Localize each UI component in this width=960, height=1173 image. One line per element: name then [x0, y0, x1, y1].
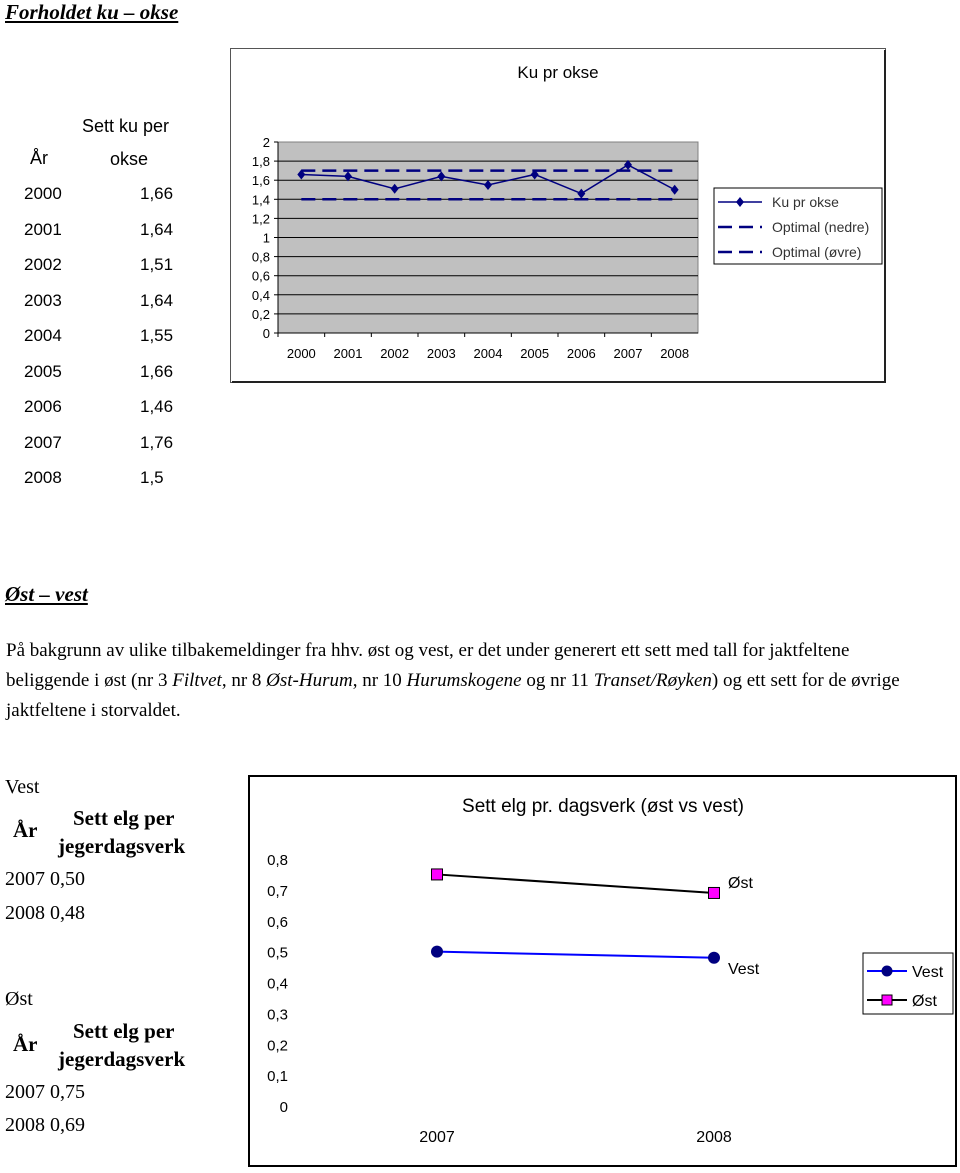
x-tick-label: 2008: [660, 346, 690, 361]
data-point-marker: [432, 869, 443, 880]
ost-table-row: 2007 0,75: [5, 1081, 85, 1103]
table-cell-year: 2004: [24, 326, 62, 345]
legend-label: Vest: [912, 964, 944, 981]
table-cell-year: 2003: [24, 290, 62, 310]
y-tick-label: 0,8: [251, 249, 270, 265]
table-header-value-line2: okse: [110, 149, 149, 169]
paragraph-text: På bakgrunn av ulike tilbakemeldinger fra hhv. øst og vest, er det under generert ett sett med tall for jaktfeltene beliggende i øst (nr 3: [6, 640, 850, 691]
paragraph-text: ) og ett sett for de øvrige jaktfeltene i storvaldet.: [6, 670, 900, 721]
y-tick-label: 1,6: [251, 173, 270, 189]
y-tick-label: 1,4: [251, 192, 270, 208]
table-cell-value: 1,46: [140, 397, 174, 416]
legend-marker: [882, 966, 893, 977]
ost-table-header-line2: jegerdagsverk: [58, 1047, 186, 1071]
vest-label: Vest: [5, 776, 40, 798]
ost-table-row: 2008 0,69: [5, 1114, 85, 1136]
vest-table-header-year: År: [13, 818, 38, 842]
table-cell-year: 2005: [24, 361, 62, 381]
y-tick-label: 0,8: [267, 852, 288, 869]
table-cell-year: 2007: [24, 432, 62, 452]
y-tick-label: 2: [262, 135, 270, 150]
table-cell-value: 1,51: [140, 255, 174, 274]
paragraph-text: , nr 8: [221, 670, 267, 691]
y-tick-label: 0,1: [267, 1068, 288, 1086]
ost-table-header-year: År: [13, 1032, 38, 1056]
x-tick-label: 2006: [566, 346, 596, 361]
data-point-marker: [709, 887, 720, 898]
y-tick-label: 0,2: [251, 306, 270, 322]
ku-pr-okse-chart-svg: [230, 48, 886, 383]
point-label: Vest: [728, 960, 760, 978]
y-tick-label: 0,3: [267, 1006, 288, 1024]
table-cell-value: 1,5: [140, 468, 164, 487]
place-hurumskogene: Hurumskogene: [406, 670, 522, 691]
legend-marker: [882, 995, 892, 1005]
legend-label: Øst: [912, 993, 937, 1010]
ost-label: Øst: [5, 988, 33, 1010]
vest-table-row: 2008 0,48: [5, 902, 85, 924]
data-point-marker: [431, 946, 443, 958]
y-tick-label: 1: [262, 230, 270, 246]
x-tick-label: 2001: [333, 346, 363, 361]
y-tick-label: 0,4: [251, 287, 270, 303]
legend-label: Optimal (øvre): [772, 244, 862, 260]
elg-dagsverk-chart-svg: [248, 775, 958, 1168]
section-heading-ku-okse: Forholdet ku – okse: [5, 0, 179, 24]
y-tick-label: 1,8: [251, 154, 270, 170]
table-cell-value: 1,64: [140, 219, 174, 239]
table-cell-value: 1,64: [140, 290, 174, 310]
table-header-year: År: [30, 148, 48, 168]
chart-title: Ku pr okse: [517, 63, 599, 82]
place-filtvet: Filtvet: [172, 670, 222, 691]
table-cell-year: 2006: [24, 397, 62, 416]
x-tick-label: 2003: [426, 346, 456, 361]
y-tick-label: 0,4: [267, 975, 288, 993]
legend-label: Ku pr okse: [772, 194, 839, 210]
data-point-marker: [708, 952, 720, 964]
x-tick-label: 2005: [520, 346, 550, 361]
table-cell-value: 1,66: [140, 361, 174, 381]
table-cell-year: 2002: [24, 255, 62, 274]
y-tick-label: 0,6: [251, 268, 270, 284]
elg-dagsverk-chart: [248, 775, 958, 1173]
ost-table-header-line1: Sett elg per: [73, 1019, 175, 1043]
place-transet-royken: Transet/Røyken: [593, 670, 712, 691]
y-tick-label: 0: [262, 326, 270, 341]
x-tick-label: 2007: [419, 1129, 455, 1146]
legend-label: Optimal (nedre): [772, 219, 870, 235]
point-label: Øst: [728, 874, 753, 892]
x-tick-label: 2004: [473, 346, 503, 361]
x-tick-label: 2002: [380, 346, 410, 361]
table-cell-year: 2001: [24, 219, 62, 239]
body-paragraph: [6, 636, 906, 726]
y-tick-label: 1,2: [251, 211, 270, 227]
table-cell-year: 2008: [24, 468, 62, 487]
y-tick-label: 0,6: [267, 913, 288, 931]
y-tick-label: 0: [279, 1099, 288, 1116]
ku-pr-okse-chart: [230, 48, 886, 388]
x-tick-label: 2000: [286, 346, 316, 361]
section-heading-ost-vest: Øst – vest: [5, 582, 88, 606]
chart-title: Sett elg pr. dagsverk (øst vs vest): [462, 796, 744, 817]
vest-table-row: 2007 0,50: [5, 868, 85, 890]
legend-box: [863, 953, 953, 1014]
x-tick-label: 2008: [696, 1129, 732, 1146]
y-tick-label: 0,2: [267, 1037, 288, 1055]
vest-table-header-line2: jegerdagsverk: [58, 834, 186, 858]
table-header-value-line1: Sett ku per: [82, 116, 170, 136]
table-cell-value: 1,76: [140, 432, 174, 452]
y-tick-label: 0,7: [267, 882, 288, 900]
paragraph-text: og nr 11: [521, 670, 594, 691]
vest-table-header-line1: Sett elg per: [73, 806, 175, 830]
paragraph-text: , nr 10: [352, 670, 407, 691]
x-tick-label: 2007: [613, 346, 643, 361]
table-cell-value: 1,55: [140, 326, 174, 345]
table-cell-value: 1,66: [140, 184, 174, 203]
y-tick-label: 0,5: [267, 944, 288, 962]
table-cell-year: 2000: [24, 184, 62, 203]
place-ost-hurum: Øst-Hurum: [266, 670, 353, 691]
